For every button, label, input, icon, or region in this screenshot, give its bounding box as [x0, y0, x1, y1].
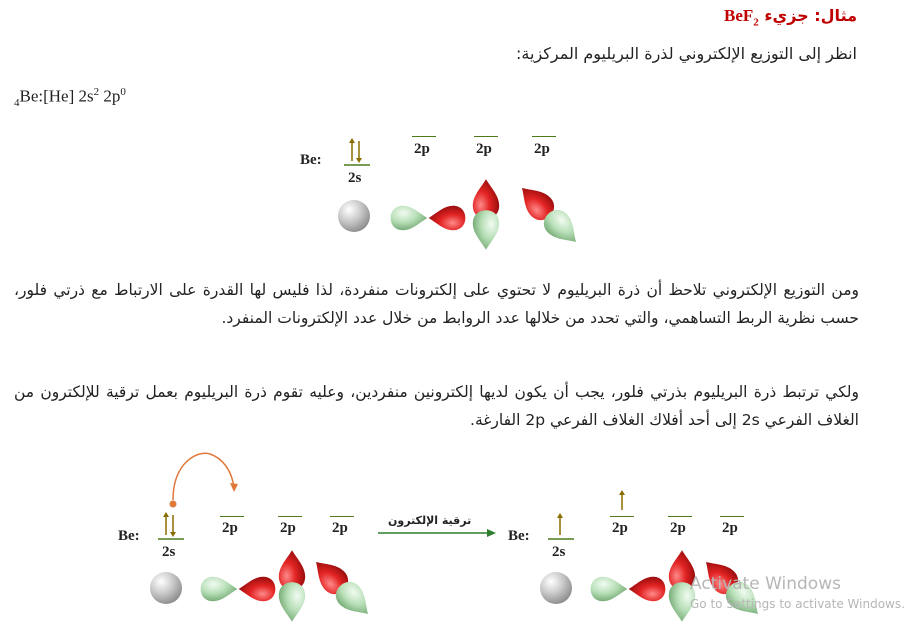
- single-electron-arrow: [548, 510, 574, 540]
- py-orbital: [279, 550, 305, 622]
- px-orbital: [591, 577, 666, 601]
- orbital-shapes: [140, 552, 374, 638]
- orbital-diagram-before: [114, 508, 374, 638]
- intro-text: انظر إلى التوزيع الإلكتروني لذرة البريليوم المركزية:: [516, 44, 857, 63]
- spin-pair-arrows: [344, 136, 370, 166]
- orbital-label-2p: 2p: [612, 520, 628, 536]
- title-prefix: مثال: جزيء: [764, 6, 857, 25]
- orbital-label-2s: 2s: [162, 544, 176, 560]
- orbital-label-2s: 2s: [552, 544, 566, 560]
- orbital-label-2p: 2p: [722, 520, 738, 536]
- empty-orbital-line: [474, 136, 498, 137]
- activate-windows-hint: Go to Settings to activate Windows.: [690, 597, 905, 611]
- orbital-diagram-ground-state: [290, 132, 600, 262]
- atom-label: Be:: [118, 528, 140, 544]
- orbital-label-2p: 2p: [534, 141, 550, 157]
- orbital-label-2p: 2p: [414, 141, 430, 157]
- s-orbital-sphere: [150, 572, 182, 604]
- title-formula: BeF$_2$: [724, 6, 759, 29]
- py-orbital: [473, 179, 499, 250]
- half-filled-orbital-line: [610, 516, 634, 517]
- empty-orbital-line: [330, 516, 354, 517]
- s-orbital-sphere: [338, 200, 370, 232]
- empty-orbital-line: [720, 516, 744, 517]
- promotion-arrow: [376, 526, 498, 540]
- orbital-label-2p: 2p: [222, 520, 238, 536]
- pz-orbital: [307, 553, 378, 624]
- s-orbital-sphere: [540, 572, 572, 604]
- electron-configuration: $_4$Be:[He] $2s^2$ $2p^0$: [14, 86, 126, 110]
- pz-orbital: [513, 179, 586, 252]
- empty-orbital-line: [278, 516, 302, 517]
- orbital-label-2p: 2p: [476, 141, 492, 157]
- orbital-label-2p: 2p: [280, 520, 296, 536]
- example-title: [724, 6, 857, 28]
- atom-label: Be:: [300, 152, 322, 168]
- promotion-label: ترقية الإلكترون: [388, 514, 472, 527]
- promotion-curve-arrow: [160, 448, 250, 508]
- px-orbital: [391, 206, 466, 230]
- spin-pair-arrows: [158, 510, 184, 540]
- orbital-shapes: [330, 178, 590, 262]
- paragraph-explanation: ومن التوزيع الإلكتروني تلاحظ أن ذرة البريليوم لا تحتوي على إلكترونات منفردة، لذا فليس لها القدرة على الارتباط مع ذرتي فلور، حسب نظرية الربط التساهمي، والتي تحدد من خلالها عدد الروابط من خلال عدد الإلكترونات المنفرد.: [14, 281, 859, 327]
- orbital-label-2s: 2s: [348, 170, 362, 186]
- promoted-electron-arrow: [612, 488, 632, 512]
- activate-windows-watermark: Activate Windows: [690, 574, 841, 594]
- empty-orbital-line: [412, 136, 436, 137]
- orbital-label-2p: 2p: [332, 520, 348, 536]
- orbital-shapes: [530, 552, 764, 638]
- empty-orbital-line: [668, 516, 692, 517]
- orbital-label-2p: 2p: [670, 520, 686, 536]
- paragraph-promotion: ولكي ترتبط ذرة البريليوم بذرتي فلور، يجب أن يكون لديها إلكترونين منفردين، وعليه تقوم ذرة البريليوم بعمل ترقية للإلكترون من الغلاف الفرعي 2s إلى أحد أفلاك الغلاف الفرعي 2p الفارغة.: [14, 383, 859, 429]
- atom-label: Be:: [508, 528, 530, 544]
- px-orbital: [201, 577, 276, 601]
- empty-orbital-line: [220, 516, 244, 517]
- empty-orbital-line: [532, 136, 556, 137]
- orbital-diagram-after: [504, 508, 766, 638]
